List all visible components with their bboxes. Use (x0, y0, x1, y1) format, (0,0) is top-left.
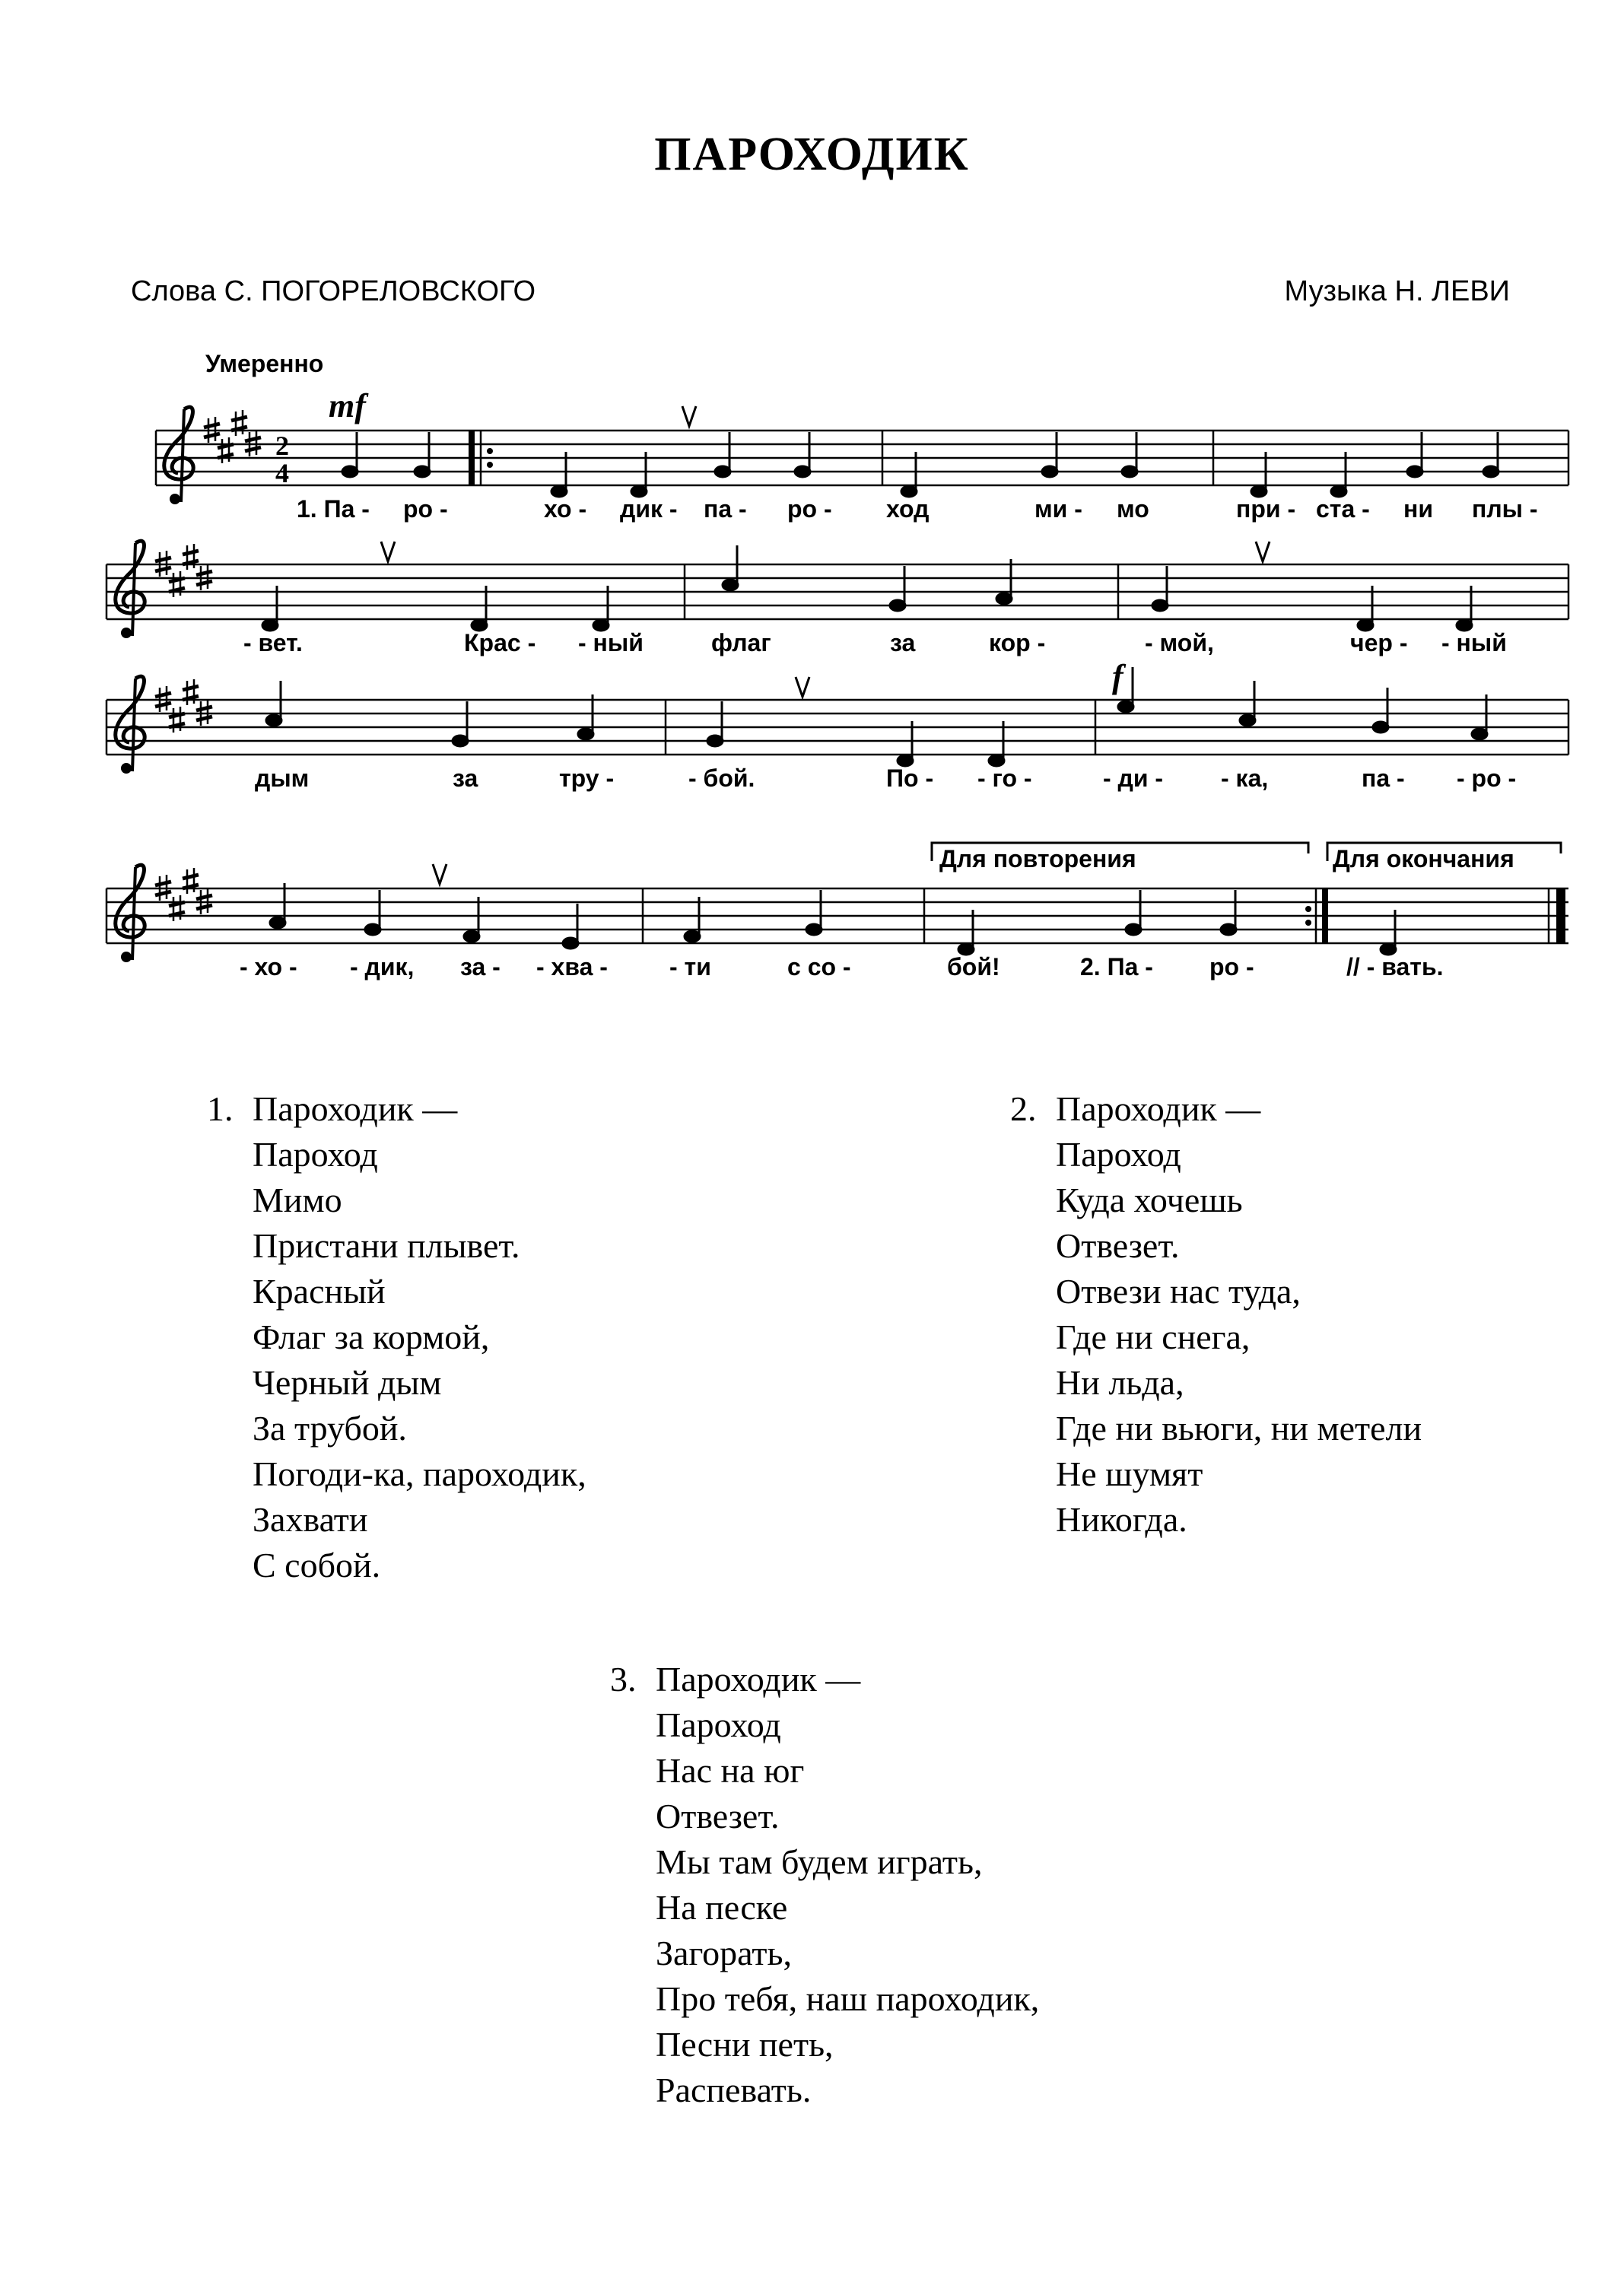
sharp-icon (183, 679, 199, 705)
verse-line: С собой. (253, 1546, 381, 1584)
lyrics-line-2 (243, 629, 1507, 656)
sharp-icon (231, 410, 247, 436)
lyric-syllable: 1. Па - (297, 495, 370, 523)
time-sig-bottom: 4 (275, 458, 289, 488)
lyric-syllable: флаг (711, 629, 771, 656)
lyric-syllable: По - (886, 764, 934, 792)
verse-1 (207, 1086, 586, 1588)
verse-line: Мы там будем играть, (656, 1842, 983, 1881)
verse-line: Куда хочешь (1056, 1181, 1243, 1219)
lyric-syllable: чер - (1350, 629, 1408, 656)
volta-1-label: Для повторения (939, 845, 1136, 872)
verse-line: На песке (656, 1888, 788, 1927)
verse-line: Где ни снега, (1056, 1317, 1251, 1356)
verse-line: Флаг за кормой, (253, 1317, 490, 1356)
treble-clef-icon (116, 541, 145, 638)
treble-clef-icon (164, 407, 193, 504)
lyric-syllable: па - (704, 495, 747, 523)
lyrics-line-3 (255, 764, 1516, 792)
lyric-syllable: ро - (1209, 953, 1254, 980)
verse-line: Ни льда, (1056, 1363, 1184, 1402)
notes-line-3 (266, 667, 1487, 766)
music-credit: Музыка Н. ЛЕВИ (1284, 275, 1510, 307)
lyric-syllable: 2. Па - (1080, 953, 1153, 980)
verse-2 (1010, 1086, 1422, 1543)
verse-line: Где ни вьюги, ни метели (1056, 1409, 1422, 1448)
lyric-syllable: за - (460, 953, 501, 980)
lyric-syllable: мо (1117, 495, 1149, 523)
verse-number: 2. (1010, 1089, 1037, 1128)
verse-line: Мимо (253, 1181, 342, 1219)
notes-line-2 (262, 545, 1472, 631)
verse-line: Пароходик — (1056, 1089, 1261, 1128)
sharp-icon (183, 868, 199, 894)
lyrics-line-1 (297, 495, 1538, 523)
page-title: ПАРОХОДИК (654, 129, 970, 180)
sharp-icon (169, 895, 185, 921)
dynamic-f: f (1112, 658, 1123, 695)
lyric-syllable: - ро - (1457, 764, 1517, 792)
lyrics-line-4 (240, 953, 1444, 980)
verse-line: Распевать. (656, 2071, 812, 2109)
staff-3 (106, 658, 1568, 774)
sharp-icon (218, 437, 234, 463)
lyric-syllable: ни (1403, 495, 1433, 523)
verse-3 (610, 1657, 1040, 2113)
verse-line: Красный (253, 1272, 386, 1311)
staff-2 (106, 541, 1568, 638)
lyric-syllable: ро - (403, 495, 448, 523)
dynamic-mf: mf (329, 387, 366, 424)
lyric-syllable: - мой, (1145, 629, 1214, 656)
lyric-syllable: с со - (787, 953, 851, 980)
lyric-syllable: - бой. (688, 764, 755, 792)
lyric-syllable: - ди - (1103, 764, 1164, 792)
lyric-syllable: за (890, 629, 916, 656)
lyric-syllable: ми - (1034, 495, 1082, 523)
lyric-syllable: - ный (1441, 629, 1507, 656)
verse-line: Нас на юг (656, 1751, 805, 1790)
verse-number: 1. (207, 1089, 234, 1128)
verse-line: Не шумят (1056, 1454, 1203, 1493)
verse-line: Черный дым (253, 1363, 442, 1402)
lyric-syllable: кор - (989, 629, 1046, 656)
breath-mark-icon (1256, 542, 1270, 561)
treble-clef-icon (116, 676, 145, 774)
lyric-syllable: хо - (544, 495, 587, 523)
verse-line: Отвези нас туда, (1056, 1272, 1301, 1311)
time-sig-top: 2 (275, 431, 289, 461)
notes-line-1 (342, 432, 1498, 497)
lyric-syllable: - хо - (240, 953, 297, 980)
lyric-syllable: ро - (787, 495, 832, 523)
breath-mark-icon (381, 542, 395, 561)
verse-line: Отвезет. (1056, 1226, 1180, 1265)
lyric-syllable: дик - (620, 495, 678, 523)
lyric-syllable: - дик, (350, 953, 415, 980)
staff-1 (156, 387, 1568, 504)
lyric-syllable: - ти (669, 953, 711, 980)
tempo-marking: Умеренно (205, 350, 324, 377)
verse-line: Пароходик — (656, 1660, 861, 1699)
lyric-syllable: - ка, (1221, 764, 1269, 792)
lyric-syllable: при - (1236, 495, 1296, 523)
sharp-icon (169, 571, 185, 597)
sharp-icon (169, 707, 185, 733)
verse-line: За трубой. (253, 1409, 407, 1448)
lyric-syllable: па - (1362, 764, 1405, 792)
lyric-syllable: тру - (559, 764, 615, 792)
lyric-syllable: бой! (947, 953, 1000, 980)
verse-line: Никогда. (1056, 1500, 1187, 1539)
breath-mark-icon (433, 864, 447, 884)
lyric-syllable: - хва - (536, 953, 608, 980)
lyric-syllable: ста - (1316, 495, 1370, 523)
verse-line: Захвати (253, 1500, 368, 1539)
lyric-syllable: // - вать. (1346, 953, 1444, 980)
verse-line: Песни петь, (656, 2025, 834, 2064)
staff-4 (106, 843, 1568, 962)
sheet-music (0, 0, 1624, 1012)
verse-line: Пароходик — (253, 1089, 458, 1128)
treble-clef-icon (116, 865, 145, 962)
lyric-syllable: за (453, 764, 478, 792)
lyric-syllable: - вет. (243, 629, 303, 656)
lyrics-credit: Слова С. ПОГОРЕЛОВСКОГО (131, 275, 536, 307)
breath-mark-icon (682, 406, 696, 426)
verse-number: 3. (610, 1660, 637, 1699)
sharp-icon (183, 544, 199, 570)
breath-mark-icon (796, 677, 809, 697)
volta-2-label: Для окончания (1333, 845, 1514, 872)
verse-line: Отвезет. (656, 1797, 780, 1835)
lyric-syllable: Крас - (464, 629, 536, 656)
verse-line: Про тебя, наш пароходик, (656, 1979, 1040, 2018)
lyric-syllable: ход (886, 495, 930, 523)
verse-line: Пристани плывет. (253, 1226, 520, 1265)
lyric-syllable: дым (255, 764, 310, 792)
verse-line: Пароход (1056, 1135, 1181, 1174)
verse-line: Загорать, (656, 1934, 792, 1972)
verse-line: Пароход (253, 1135, 378, 1174)
verse-line: Погоди-ка, пароходик, (253, 1454, 586, 1493)
verse-line: Пароход (656, 1705, 781, 1744)
lyric-syllable: - ный (578, 629, 644, 656)
lyric-syllable: плы - (1472, 495, 1538, 523)
lyric-syllable: - го - (977, 764, 1032, 792)
